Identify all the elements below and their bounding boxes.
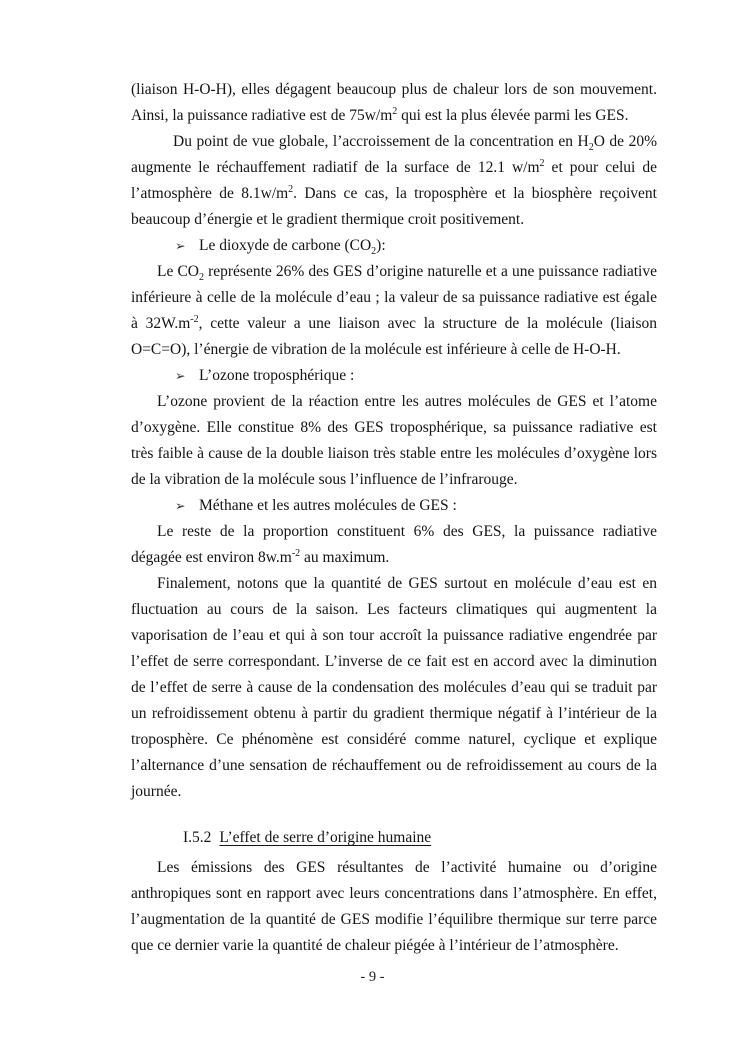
text-run: Méthane et les autres molécules de GES : xyxy=(199,497,457,514)
text-run: L’ozone provient de la réaction entre les autres molécules de GES et l’atome d’oxygène. Elle constitue 8% des GES troposphérique, sa puissance radiative est très faible à cause de la double liaison très stable entre les molécules d’oxygène lors de la vibration de la molécule sous l’influence de l’infrarouge. xyxy=(131,393,657,488)
text-run: qui est la plus élevée parmi les GES. xyxy=(397,107,629,124)
text-run: (liaison H-O-H), elles dégagent beaucoup plus de chaleur lors de son mouvement. Ainsi, la puissance radiative est de 75w/m xyxy=(131,81,657,124)
superscript: 2 xyxy=(392,105,398,117)
subscript: 2 xyxy=(198,272,204,284)
text-run: et pour celui de l’atmosphère de 8.1w/m xyxy=(131,159,657,202)
text-run: Finalement, notons que la quantité de GES surtout en molécule d’eau est en fluctuation au cours de la saison. Les facteurs climatiques qui augmentent la vaporisation de l’eau et qui à son tour accroît la puissance radiative engendrée par l’effet de serre correspondant. L’inverse de ce fait est en accord avec la diminution de l’effet de serre à cause de la condensation des molécules d’eau qui se traduit par un refroidissement obtenu à partir du gradient thermique négatif à l’intérieur de la troposphère. Ce phénomène est considéré comme naturel, cyclique et explique l’alternance d’une sensation de réchauffement ou de refroidissement au cours de la journée. xyxy=(131,575,657,800)
section-title: L’effet de serre d’origine humaine xyxy=(219,829,432,846)
paragraph-global-view xyxy=(131,129,657,233)
text-run: au maximum. xyxy=(300,549,390,566)
superscript: -2 xyxy=(291,547,301,559)
bullet-item-co2 xyxy=(131,233,657,259)
arrow-bullet-icon: ➢ xyxy=(175,498,186,513)
paragraph-water-molecule xyxy=(131,77,657,129)
superscript: -2 xyxy=(190,313,199,325)
text-run: Du point de vue globale, l’accroissement de la concentration en H xyxy=(173,133,589,150)
text-run: . Dans ce cas, la troposphère et la biosphère reçoivent beaucoup d’énergie et le gradient thermique croit positivement. xyxy=(131,185,657,228)
superscript: 2 xyxy=(539,157,545,169)
text-run: Le CO xyxy=(157,263,199,280)
arrow-bullet-icon: ➢ xyxy=(175,238,186,253)
superscript: 2 xyxy=(288,183,294,195)
bullet-item-methane xyxy=(131,493,657,519)
paragraph-ozone xyxy=(131,389,657,493)
text-run: Le reste de la proportion constituent 6% des GES, la puissance radiative dégagée est environ 8w.m xyxy=(131,523,657,566)
text-run: O de 20% augmente le réchauffement radiatif de la surface de 12.1 w/m xyxy=(131,133,657,176)
text-run: représente 26% des GES d’origine naturelle et a une puissance radiative inférieure à celle de la molécule d’eau ; la valeur de sa puissance radiative est égale à 32W.m xyxy=(131,263,657,332)
paragraph-human-origin xyxy=(131,855,657,959)
text-run: ): xyxy=(376,237,386,254)
subscript: 2 xyxy=(371,246,377,258)
paragraph-conclusion-natural xyxy=(131,571,657,805)
page-number: - 9 - xyxy=(360,969,385,985)
subscript: 2 xyxy=(588,142,594,154)
text-run: Les émissions des GES résultantes de l’activité humaine ou d’origine anthropiques sont en rapport avec leurs concentrations dans l’atmosphère. En effet, l’augmentation de la quantité de GES modifie l’équilibre thermique sur terre parce que ce dernier varie la quantité de chaleur piégée à l’intérieur de l’atmosphère. xyxy=(131,859,657,954)
paragraph-methane xyxy=(131,519,657,571)
text-run: L’ozone troposphérique : xyxy=(199,367,355,384)
section-heading xyxy=(131,825,657,851)
bullet-item-ozone xyxy=(131,363,657,389)
page-content xyxy=(131,77,657,959)
text-run: Le dioxyde de carbone (CO xyxy=(199,237,372,254)
paragraph-co2 xyxy=(131,259,657,363)
section-number: I.5.2 xyxy=(183,829,212,846)
arrow-bullet-icon: ➢ xyxy=(175,368,186,383)
text-run: , cette valeur a une liaison avec la structure de la molécule (liaison O=C=O), l’énergie de vibration de la molécule est inférieure à celle de H-O-H. xyxy=(131,315,657,358)
